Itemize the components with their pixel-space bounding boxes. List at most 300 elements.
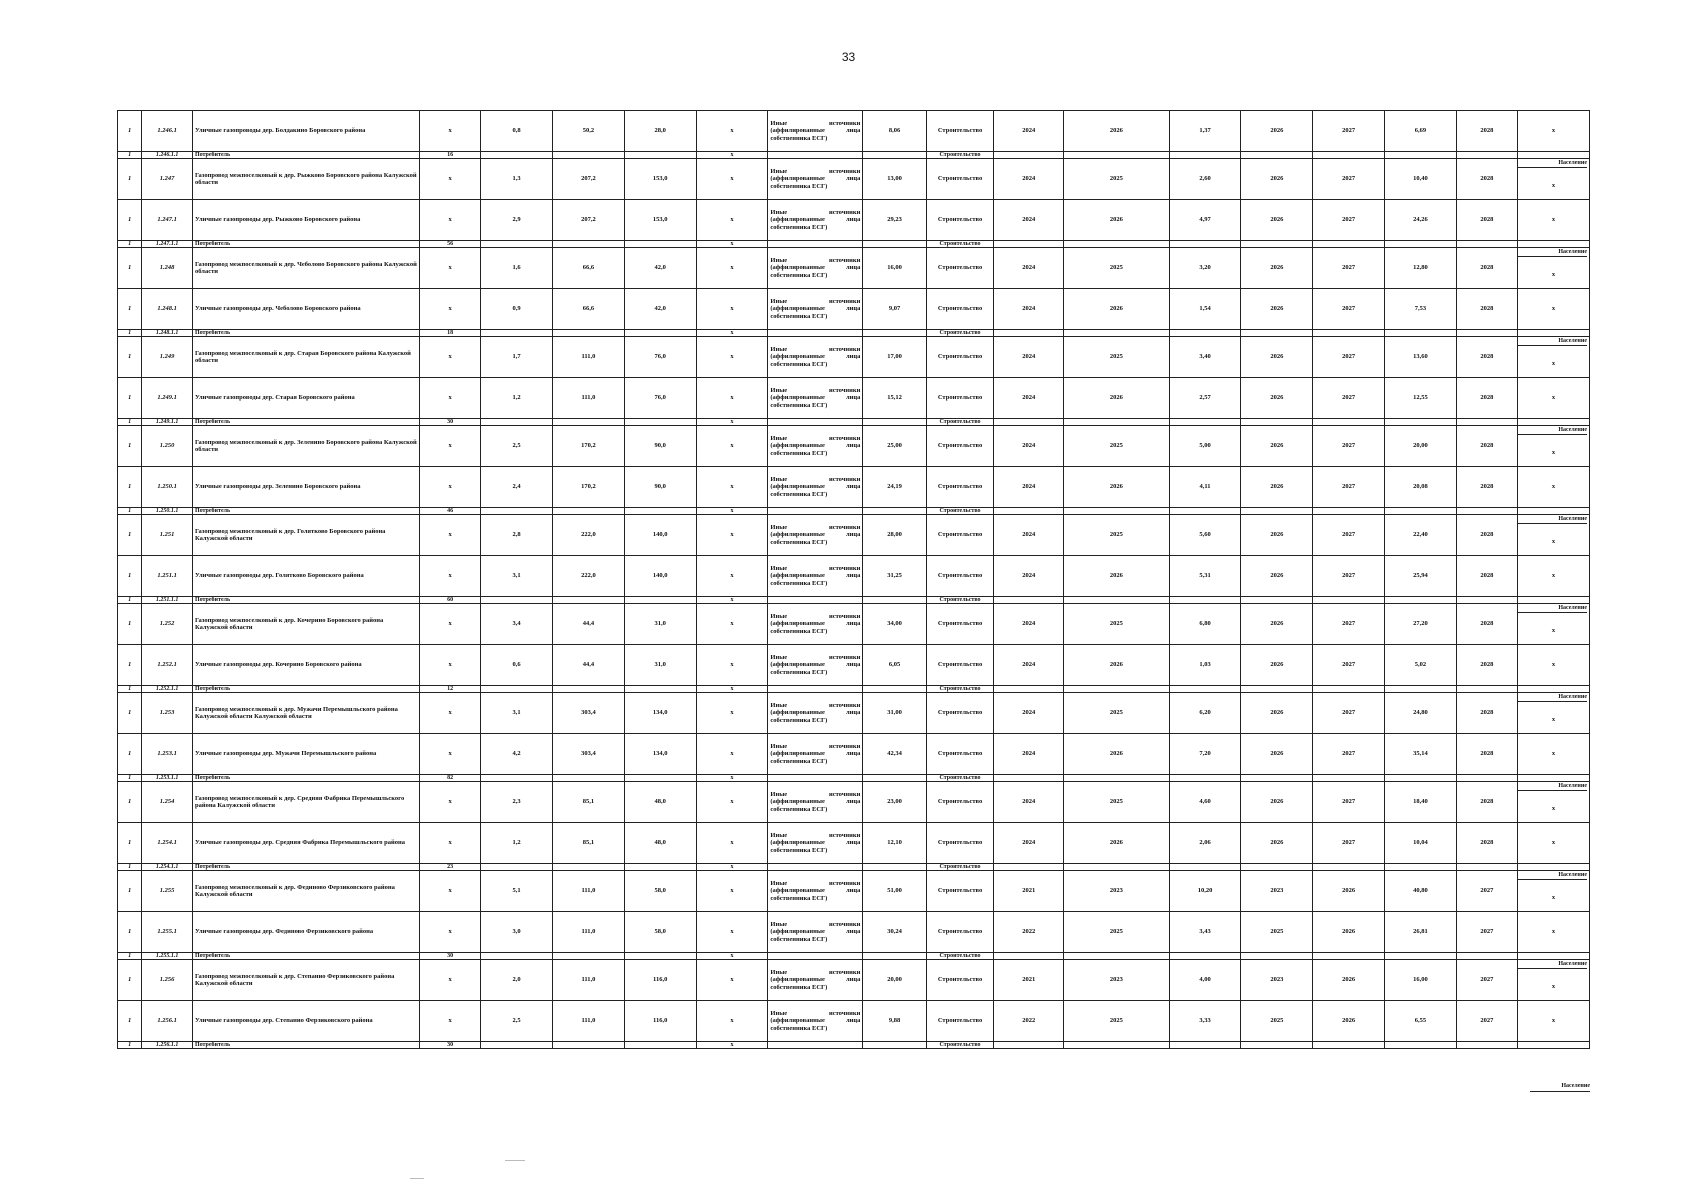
cell-name: Газопровод межпоселковый к дер. Средняя Фабрика Перемышльского района Калужской области — [192, 782, 419, 823]
cell-y4: 2027 — [1313, 200, 1385, 241]
cell-v1: 3,43 — [1169, 912, 1241, 953]
cell-level: 1 — [118, 159, 142, 200]
cell-c5: х — [696, 864, 768, 871]
cell-c5: х — [696, 426, 768, 467]
cell-c1: х — [419, 159, 480, 200]
cell-level: 1 — [118, 953, 142, 960]
table-row — [118, 200, 1590, 241]
table-row — [118, 1001, 1590, 1042]
cell-empty — [1385, 775, 1457, 782]
cell-c1: х — [419, 1001, 480, 1042]
cell-name: Уличные газопроводы дер. Болдакино Боровского района — [192, 111, 419, 152]
cell-y5: 2028 — [1456, 200, 1517, 241]
cell-empty — [1385, 152, 1457, 159]
cell-len: 2,5 — [481, 1001, 553, 1042]
cell-y5: 2028 — [1456, 289, 1517, 330]
cell-empty — [1456, 597, 1517, 604]
cell-v2: 26,81 — [1385, 912, 1457, 953]
cell-empty — [1064, 241, 1170, 248]
cell-y5: 2027 — [1456, 912, 1517, 953]
cell-num: 1.247 — [142, 159, 193, 200]
cell-last: х — [1518, 1001, 1590, 1042]
cell-last — [1518, 248, 1590, 289]
cell-type: Строительство — [926, 515, 994, 556]
cell-cost: 17,00 — [863, 337, 926, 378]
cell-c4: 153,0 — [624, 200, 696, 241]
cell-y3: 2026 — [1241, 823, 1313, 864]
cell-y1: 2024 — [994, 200, 1064, 241]
cell-empty — [481, 508, 553, 515]
cell-c3: 50,2 — [553, 111, 625, 152]
cell-c3: 111,0 — [553, 871, 625, 912]
cell-empty — [994, 419, 1064, 426]
cell-y5: 2028 — [1456, 515, 1517, 556]
cell-empty — [481, 419, 553, 426]
cell-name: Потребитель — [192, 152, 419, 159]
cell-empty — [1456, 508, 1517, 515]
cell-source: Иные источники (аффилированные лица собственника ЕСГ) — [768, 782, 863, 823]
consumer-row — [118, 508, 1590, 515]
cell-empty — [994, 508, 1064, 515]
cell-c3: 44,4 — [553, 645, 625, 686]
cell-len: 0,6 — [481, 645, 553, 686]
cell-c1: х — [419, 782, 480, 823]
cell-c1: 30 — [419, 1042, 480, 1049]
cell-c1: х — [419, 248, 480, 289]
table-row — [118, 337, 1590, 378]
cell-last — [1518, 337, 1590, 378]
table-row — [118, 604, 1590, 645]
cell-source: Иные источники (аффилированные лица собственника ЕСГ) — [768, 426, 863, 467]
cell-empty — [481, 597, 553, 604]
cell-v1: 2,57 — [1169, 378, 1241, 419]
cell-empty — [553, 330, 625, 337]
cell-y5: 2028 — [1456, 337, 1517, 378]
cell-empty — [1518, 330, 1590, 337]
cell-len: 0,9 — [481, 289, 553, 330]
cell-name: Газопровод межпоселковый к дер. Рыжково Боровского района Калужской области — [192, 159, 419, 200]
cell-y2: 2023 — [1064, 960, 1170, 1001]
cell-empty — [553, 241, 625, 248]
cell-level: 1 — [118, 1042, 142, 1049]
cell-y4: 2027 — [1313, 645, 1385, 686]
cell-cost: 34,00 — [863, 604, 926, 645]
cell-last-value: х — [1551, 894, 1556, 902]
cell-level: 1 — [118, 645, 142, 686]
cell-num: 1.252 — [142, 604, 193, 645]
cell-c1: х — [419, 426, 480, 467]
cell-c5: х — [696, 159, 768, 200]
cell-name: Потребитель — [192, 241, 419, 248]
cell-c1: 18 — [419, 330, 480, 337]
cell-num: 1.253.1.1 — [142, 775, 193, 782]
cell-y1: 2024 — [994, 645, 1064, 686]
tail-consumer-tag: Население — [1561, 1083, 1590, 1089]
cell-c5: х — [696, 604, 768, 645]
cell-empty — [1313, 953, 1385, 960]
cell-cost: 16,00 — [863, 248, 926, 289]
cell-empty — [1456, 953, 1517, 960]
table-row — [118, 248, 1590, 289]
cell-v1: 1,37 — [1169, 111, 1241, 152]
cell-name: Уличные газопроводы дер. Фединово Ферзиковского района — [192, 912, 419, 953]
cell-c5: х — [696, 248, 768, 289]
cell-y3: 2026 — [1241, 645, 1313, 686]
cell-y3: 2026 — [1241, 556, 1313, 597]
cell-source: Иные источники (аффилированные лица собственника ЕСГ) — [768, 159, 863, 200]
cell-y1: 2024 — [994, 337, 1064, 378]
cell-empty — [624, 1042, 696, 1049]
cell-type: Строительство — [926, 467, 994, 508]
page-number: 33 — [841, 50, 856, 64]
cell-cost: 12,10 — [863, 823, 926, 864]
cell-source: Иные источники (аффилированные лица собственника ЕСГ) — [768, 289, 863, 330]
table-row — [118, 467, 1590, 508]
cell-c1: х — [419, 289, 480, 330]
consumer-category-tag: Население — [1518, 783, 1587, 791]
cell-c4: 134,0 — [624, 693, 696, 734]
cell-c5: х — [696, 111, 768, 152]
cell-len: 1,3 — [481, 159, 553, 200]
cell-cost: 8,06 — [863, 111, 926, 152]
cell-y4: 2027 — [1313, 823, 1385, 864]
cell-type: Строительство — [926, 337, 994, 378]
cell-c5: х — [696, 782, 768, 823]
cell-name: Потребитель — [192, 864, 419, 871]
cell-v1: 3,33 — [1169, 1001, 1241, 1042]
cell-type: Строительство — [926, 1001, 994, 1042]
cell-type: Строительство — [926, 960, 994, 1001]
cell-c5: х — [696, 686, 768, 693]
cell-source: Иные источники (аффилированные лица собственника ЕСГ) — [768, 1001, 863, 1042]
cell-empty — [1518, 864, 1590, 871]
cell-len: 3,1 — [481, 556, 553, 597]
cell-type: Строительство — [926, 241, 994, 248]
cell-last: х — [1518, 823, 1590, 864]
cell-y5: 2028 — [1456, 467, 1517, 508]
cell-y4: 2027 — [1313, 289, 1385, 330]
cell-c5: х — [696, 734, 768, 775]
cell-name: Газопровод межпоселковый к дер. Зеленино Боровского района Калужской области — [192, 426, 419, 467]
cell-v2: 5,02 — [1385, 645, 1457, 686]
cell-name: Газопровод межпоселковый к дер. Голятково Боровского района Калужской области — [192, 515, 419, 556]
cell-c5: х — [696, 912, 768, 953]
table-row — [118, 960, 1590, 1001]
cell-v2: 16,00 — [1385, 960, 1457, 1001]
cell-c3: 207,2 — [553, 200, 625, 241]
cell-num: 1.250.1 — [142, 467, 193, 508]
cell-type: Строительство — [926, 597, 994, 604]
consumer-category-tag: Население — [1518, 516, 1587, 524]
cell-last — [1518, 515, 1590, 556]
cell-empty — [1518, 152, 1590, 159]
cell-cost: 6,05 — [863, 645, 926, 686]
cell-y1: 2024 — [994, 159, 1064, 200]
cell-empty — [481, 686, 553, 693]
cell-source: Иные источники (аффилированные лица собственника ЕСГ) — [768, 200, 863, 241]
cell-type: Строительство — [926, 378, 994, 419]
cell-len: 2,8 — [481, 515, 553, 556]
cell-empty — [1169, 686, 1241, 693]
cell-v2: 20,08 — [1385, 467, 1457, 508]
cell-cost: 23,00 — [863, 782, 926, 823]
cell-y1: 2021 — [994, 960, 1064, 1001]
cell-name: Потребитель — [192, 775, 419, 782]
cell-y4: 2027 — [1313, 111, 1385, 152]
cell-c4: 48,0 — [624, 782, 696, 823]
cell-v1: 4,60 — [1169, 782, 1241, 823]
cell-empty — [1241, 419, 1313, 426]
cell-c1: х — [419, 556, 480, 597]
cell-empty — [624, 330, 696, 337]
cell-empty — [863, 241, 926, 248]
table-row — [118, 871, 1590, 912]
cell-c1: х — [419, 111, 480, 152]
cell-empty — [1241, 508, 1313, 515]
cell-y4: 2027 — [1313, 734, 1385, 775]
cell-empty — [1241, 1042, 1313, 1049]
cell-empty — [1385, 419, 1457, 426]
cell-empty — [481, 330, 553, 337]
cell-empty — [1456, 419, 1517, 426]
cell-type: Строительство — [926, 1042, 994, 1049]
cell-empty — [1064, 1042, 1170, 1049]
cell-v2: 18,40 — [1385, 782, 1457, 823]
cell-empty — [624, 241, 696, 248]
cell-y5: 2028 — [1456, 378, 1517, 419]
cell-level: 1 — [118, 152, 142, 159]
cell-cost: 42,34 — [863, 734, 926, 775]
cell-level: 1 — [118, 782, 142, 823]
cell-empty — [1385, 864, 1457, 871]
cell-y4: 2026 — [1313, 1001, 1385, 1042]
cell-level: 1 — [118, 111, 142, 152]
cell-y4: 2027 — [1313, 693, 1385, 734]
cell-empty — [994, 864, 1064, 871]
cell-empty — [1385, 241, 1457, 248]
cell-y2: 2025 — [1064, 782, 1170, 823]
cell-y1: 2024 — [994, 289, 1064, 330]
cell-empty — [863, 330, 926, 337]
cell-y5: 2028 — [1456, 645, 1517, 686]
cell-c3: 85,1 — [553, 823, 625, 864]
cell-name: Газопровод межпоселковый к дер. Старая Боровского района Калужской области — [192, 337, 419, 378]
cell-c4: 42,0 — [624, 289, 696, 330]
cell-c3: 170,2 — [553, 467, 625, 508]
cell-last: х — [1518, 200, 1590, 241]
cell-empty — [1064, 953, 1170, 960]
cell-level: 1 — [118, 515, 142, 556]
cell-y1: 2024 — [994, 556, 1064, 597]
cell-empty — [1169, 1042, 1241, 1049]
cell-y2: 2025 — [1064, 604, 1170, 645]
cell-empty — [553, 953, 625, 960]
cell-level: 1 — [118, 1001, 142, 1042]
cell-source: Иные источники (аффилированные лица собственника ЕСГ) — [768, 248, 863, 289]
cell-empty — [1064, 686, 1170, 693]
cell-name: Газопровод межпоселковый к дер. Степанио Ферзиковского района Калужской области — [192, 960, 419, 1001]
cell-y2: 2026 — [1064, 111, 1170, 152]
cell-y5: 2028 — [1456, 782, 1517, 823]
cell-c1: х — [419, 693, 480, 734]
cell-empty — [1456, 1042, 1517, 1049]
cell-c1: х — [419, 823, 480, 864]
cell-type: Строительство — [926, 782, 994, 823]
cell-type: Строительство — [926, 248, 994, 289]
cell-num: 1.249.1 — [142, 378, 193, 419]
cell-empty — [1385, 953, 1457, 960]
cell-y1: 2022 — [994, 1001, 1064, 1042]
cell-c1: х — [419, 960, 480, 1001]
cell-num: 1.255 — [142, 871, 193, 912]
cell-empty — [1241, 686, 1313, 693]
cell-v2: 6,55 — [1385, 1001, 1457, 1042]
cell-level: 1 — [118, 693, 142, 734]
cell-v1: 4,97 — [1169, 200, 1241, 241]
cell-empty — [1064, 508, 1170, 515]
cell-y3: 2026 — [1241, 426, 1313, 467]
cell-num: 1.255.1.1 — [142, 953, 193, 960]
cell-c1: х — [419, 871, 480, 912]
cell-empty — [768, 152, 863, 159]
cell-c3: 111,0 — [553, 337, 625, 378]
cell-empty — [1064, 330, 1170, 337]
cell-c5: х — [696, 597, 768, 604]
cell-empty — [1385, 508, 1457, 515]
table-row — [118, 515, 1590, 556]
cell-empty — [1064, 152, 1170, 159]
cell-cost: 31,25 — [863, 556, 926, 597]
cell-empty — [1169, 597, 1241, 604]
cell-y4: 2027 — [1313, 515, 1385, 556]
cell-y5: 2028 — [1456, 248, 1517, 289]
cell-empty — [1313, 775, 1385, 782]
cell-y5: 2028 — [1456, 693, 1517, 734]
cell-empty — [863, 419, 926, 426]
cell-name: Потребитель — [192, 508, 419, 515]
cell-empty — [481, 1042, 553, 1049]
cell-y1: 2024 — [994, 248, 1064, 289]
table-row — [118, 556, 1590, 597]
cell-v1: 7,20 — [1169, 734, 1241, 775]
cell-level: 1 — [118, 200, 142, 241]
cell-y5: 2028 — [1456, 604, 1517, 645]
cell-y3: 2026 — [1241, 200, 1313, 241]
cell-last: х — [1518, 378, 1590, 419]
table-row — [118, 289, 1590, 330]
cell-empty — [1241, 597, 1313, 604]
cell-num: 1.250 — [142, 426, 193, 467]
cell-y1: 2024 — [994, 734, 1064, 775]
cell-source: Иные источники (аффилированные лица собственника ЕСГ) — [768, 604, 863, 645]
cell-empty — [768, 597, 863, 604]
cell-c4: 90,0 — [624, 467, 696, 508]
cell-empty — [1518, 775, 1590, 782]
cell-c1: 30 — [419, 953, 480, 960]
cell-y1: 2021 — [994, 871, 1064, 912]
cell-source: Иные источники (аффилированные лица собственника ЕСГ) — [768, 337, 863, 378]
cell-v2: 6,69 — [1385, 111, 1457, 152]
cell-level: 1 — [118, 426, 142, 467]
cell-c5: х — [696, 289, 768, 330]
cell-y5: 2027 — [1456, 1001, 1517, 1042]
cell-v1: 1,03 — [1169, 645, 1241, 686]
cell-num: 1.246.1 — [142, 111, 193, 152]
cell-v2: 10,40 — [1385, 159, 1457, 200]
cell-last: х — [1518, 912, 1590, 953]
cell-c1: 12 — [419, 686, 480, 693]
cell-last-value: х — [1551, 983, 1556, 991]
cell-num: 1.256 — [142, 960, 193, 1001]
cell-c5: х — [696, 152, 768, 159]
cell-name: Уличные газопроводы дер. Зеленино Боровского района — [192, 467, 419, 508]
cell-c1: х — [419, 515, 480, 556]
cell-level: 1 — [118, 912, 142, 953]
cell-name: Газопровод межпоселковый к дер. Чеболово Боровского района Калужской области — [192, 248, 419, 289]
cell-last — [1518, 159, 1590, 200]
cell-v2: 27,20 — [1385, 604, 1457, 645]
cell-level: 1 — [118, 508, 142, 515]
cell-len: 3,0 — [481, 912, 553, 953]
cell-y4: 2027 — [1313, 248, 1385, 289]
cell-y5: 2027 — [1456, 871, 1517, 912]
cell-empty — [1518, 686, 1590, 693]
cell-y4: 2027 — [1313, 604, 1385, 645]
cell-c3: 111,0 — [553, 960, 625, 1001]
cell-empty — [624, 597, 696, 604]
cell-y1: 2024 — [994, 782, 1064, 823]
cell-num: 1.248.1.1 — [142, 330, 193, 337]
cell-source: Иные источники (аффилированные лица собственника ЕСГ) — [768, 734, 863, 775]
consumer-row — [118, 686, 1590, 693]
table-body — [118, 111, 1590, 1049]
cell-y5: 2028 — [1456, 111, 1517, 152]
cell-c4: 153,0 — [624, 159, 696, 200]
cell-c5: х — [696, 200, 768, 241]
cell-name: Потребитель — [192, 597, 419, 604]
cell-last — [1518, 604, 1590, 645]
cell-source: Иные источники (аффилированные лица собственника ЕСГ) — [768, 645, 863, 686]
cell-num: 1.254.1.1 — [142, 864, 193, 871]
cell-empty — [994, 953, 1064, 960]
cell-y1: 2022 — [994, 912, 1064, 953]
cell-len: 2,3 — [481, 782, 553, 823]
cell-name: Уличные газопроводы дер. Мужачи Перемышльского района — [192, 734, 419, 775]
cell-y4: 2027 — [1313, 556, 1385, 597]
cell-num: 1.249.1.1 — [142, 419, 193, 426]
cell-empty — [768, 241, 863, 248]
cell-last-value: х — [1551, 182, 1556, 190]
cell-type: Строительство — [926, 823, 994, 864]
cell-last — [1518, 960, 1590, 1001]
table-row — [118, 782, 1590, 823]
cell-last-value: х — [1551, 805, 1556, 813]
cell-c5: х — [696, 330, 768, 337]
cell-c1: х — [419, 645, 480, 686]
cell-y3: 2026 — [1241, 693, 1313, 734]
cell-v2: 24,26 — [1385, 200, 1457, 241]
cell-empty — [1456, 775, 1517, 782]
cell-empty — [1313, 419, 1385, 426]
cell-type: Строительство — [926, 645, 994, 686]
cell-level: 1 — [118, 604, 142, 645]
cell-len: 3,1 — [481, 693, 553, 734]
cell-empty — [768, 330, 863, 337]
cell-source: Иные источники (аффилированные лица собственника ЕСГ) — [768, 912, 863, 953]
cell-empty — [994, 152, 1064, 159]
cell-num: 1.256.1.1 — [142, 1042, 193, 1049]
cell-level: 1 — [118, 823, 142, 864]
